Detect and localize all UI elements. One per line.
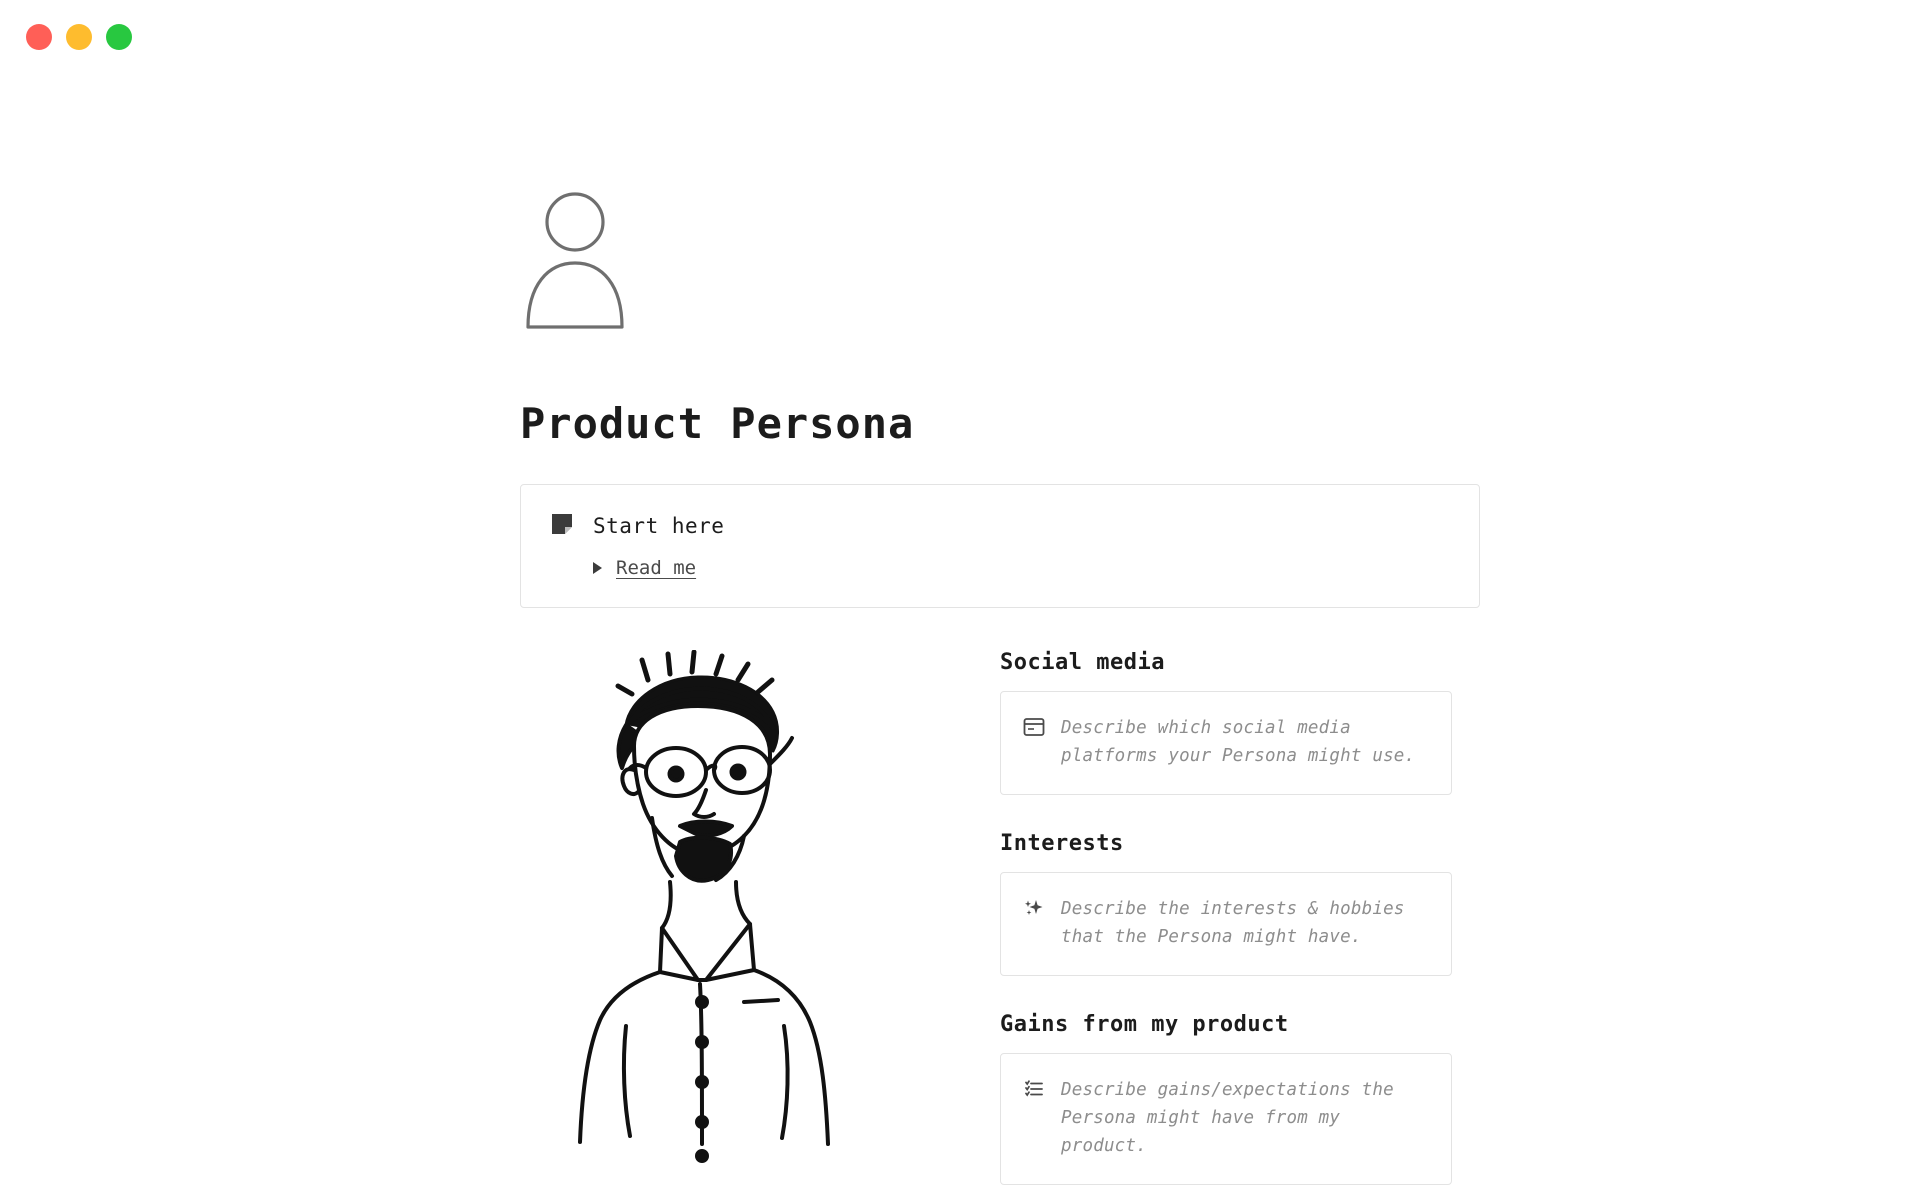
gains-placeholder: Describe gains/expectations the Persona might have from my product. — [1061, 1080, 1394, 1156]
read-me-label[interactable]: Read me — [616, 557, 697, 579]
persona-illustration-column — [520, 650, 950, 1170]
persona-fields-column — [1000, 650, 1452, 1185]
start-here-callout — [520, 484, 1480, 608]
minimize-window-button[interactable] — [66, 24, 92, 50]
section-title-social-media: Social media — [1000, 650, 1165, 675]
section-title-interests: Interests — [1000, 831, 1124, 856]
zoom-window-button[interactable] — [106, 24, 132, 50]
social-media-placeholder: Describe which social media platforms your Persona might use. — [1061, 718, 1416, 766]
close-window-button[interactable] — [26, 24, 52, 50]
sticky-note-icon — [549, 511, 575, 541]
bulleted-list-icon — [1023, 1078, 1045, 1104]
browser-window-icon — [1023, 716, 1045, 742]
person-outline-icon — [520, 189, 630, 329]
read-me-toggle[interactable] — [593, 557, 1451, 579]
page-title: Product Persona — [520, 399, 915, 448]
section-title-gains: Gains from my product — [1000, 1012, 1289, 1037]
window-titlebar — [0, 0, 1920, 74]
persona-columns — [520, 650, 1480, 1185]
caret-right-icon[interactable] — [593, 562, 602, 574]
gains-field[interactable] — [1000, 1053, 1452, 1185]
sparkles-icon — [1023, 897, 1045, 923]
persona-portrait-illustration — [530, 650, 860, 1170]
social-media-field[interactable] — [1000, 691, 1452, 795]
start-here-label: Start here — [593, 514, 725, 538]
document-page — [0, 189, 1920, 1185]
interests-placeholder: Describe the interests & hobbies that the Persona might have. — [1061, 899, 1405, 947]
interests-field[interactable] — [1000, 872, 1452, 976]
